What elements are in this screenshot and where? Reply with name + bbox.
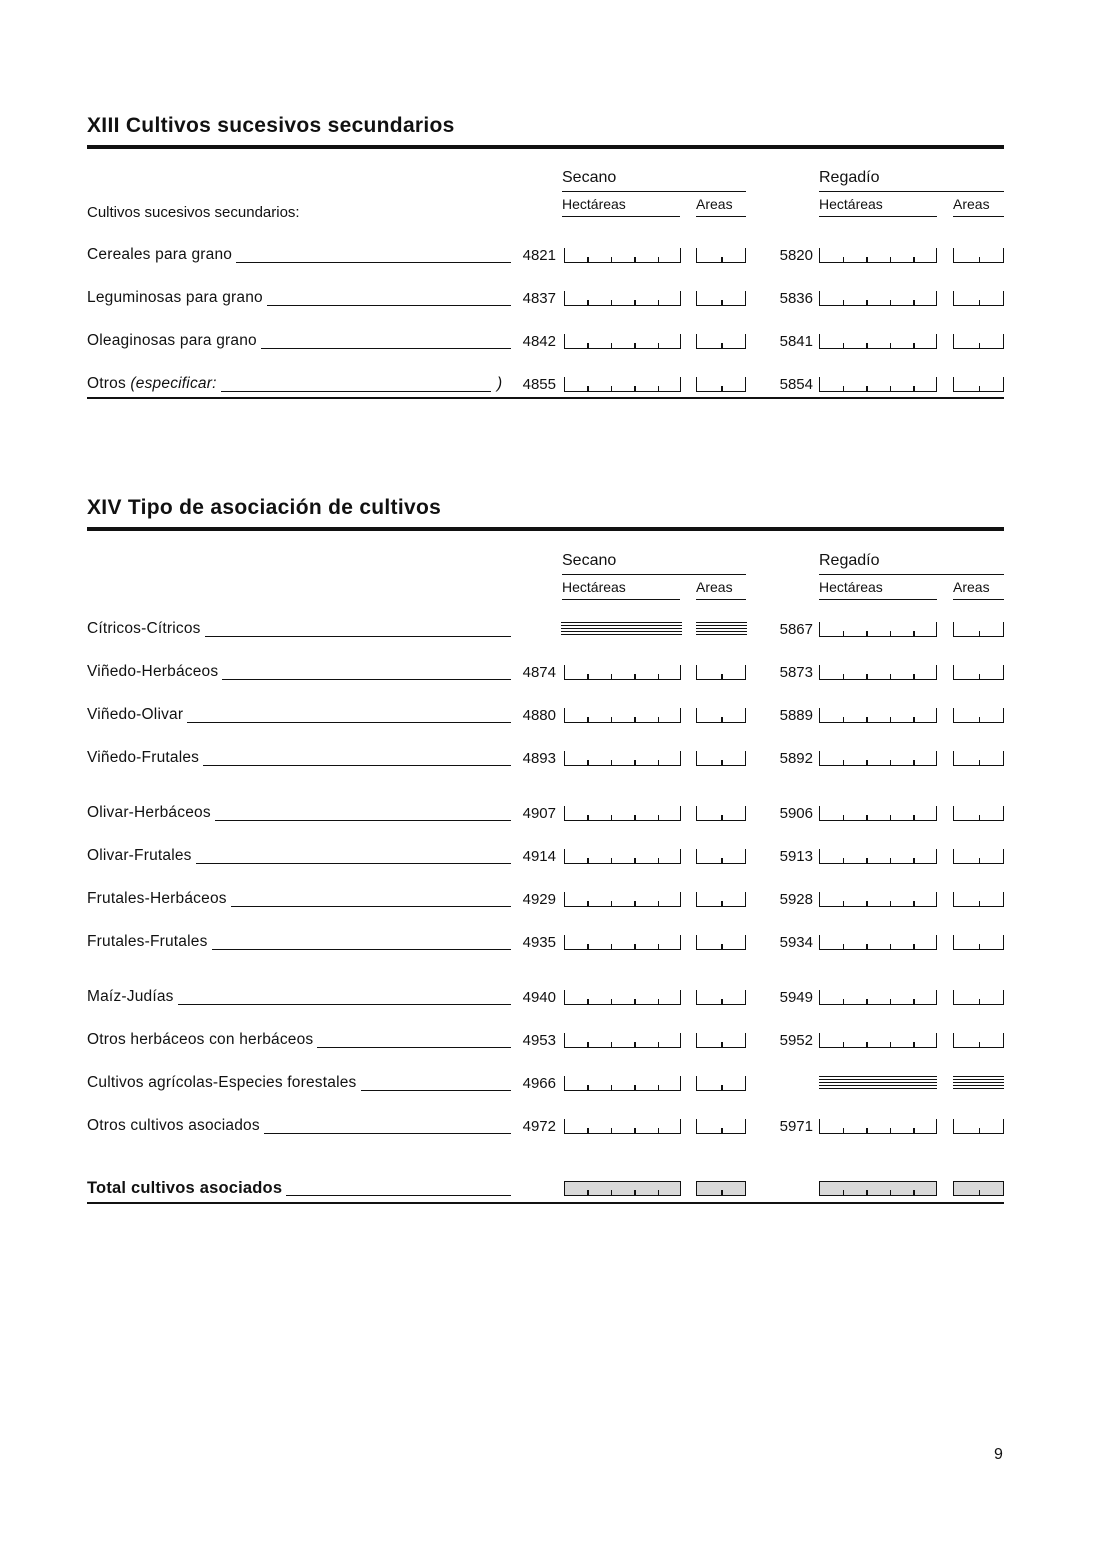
secano-areas-field[interactable] bbox=[696, 935, 746, 950]
regadio-areas-field[interactable] bbox=[953, 622, 1004, 637]
secano-code: 4940 bbox=[522, 989, 556, 1006]
regadio-code: 5841 bbox=[779, 333, 813, 350]
total-regadio-hectareas-field[interactable] bbox=[819, 1181, 937, 1196]
regadio-code: 5971 bbox=[779, 1118, 813, 1135]
regadio-hectareas-field[interactable] bbox=[819, 1033, 937, 1048]
regadio-areas-field[interactable] bbox=[953, 1119, 1004, 1134]
secano-code: 4821 bbox=[522, 247, 556, 264]
form-row bbox=[87, 285, 1004, 315]
page-number: 9 bbox=[994, 1446, 1003, 1463]
secano-hectareas-field[interactable] bbox=[564, 1033, 681, 1048]
row-label: Cultivos agrícolas-Especies forestales bbox=[87, 1074, 357, 1091]
hectareas-secano-heading: Hectáreas bbox=[562, 196, 626, 212]
regadio-hectareas-field[interactable] bbox=[819, 1119, 937, 1134]
regadio-hectareas-field[interactable] bbox=[819, 751, 937, 766]
leader-line bbox=[215, 820, 511, 821]
regadio-heading: Regadío bbox=[819, 552, 880, 569]
row-label: Frutales-Herbáceos bbox=[87, 890, 227, 907]
row-label: Total cultivos asociados bbox=[87, 1179, 283, 1197]
regadio-code: 5820 bbox=[779, 247, 813, 264]
secano-hectareas-field[interactable] bbox=[564, 806, 681, 821]
secano-areas-field[interactable] bbox=[696, 751, 746, 766]
secano-areas-field[interactable] bbox=[696, 377, 746, 392]
regadio-areas-field[interactable] bbox=[953, 849, 1004, 864]
not-applicable-field bbox=[953, 1076, 1004, 1089]
title-rule bbox=[87, 145, 1004, 149]
form-row bbox=[87, 1175, 1004, 1205]
regadio-hectareas-field[interactable] bbox=[819, 708, 937, 723]
leader-line bbox=[361, 1090, 511, 1091]
regadio-areas-field[interactable] bbox=[953, 990, 1004, 1005]
regadio-code: 5952 bbox=[779, 1032, 813, 1049]
secano-areas-field[interactable] bbox=[696, 291, 746, 306]
secano-areas-field[interactable] bbox=[696, 248, 746, 263]
secano-heading: Secano bbox=[562, 552, 617, 569]
section-title: XIV Tipo de asociación de cultivos bbox=[87, 496, 442, 519]
row-label: Viñedo-Herbáceos bbox=[87, 663, 219, 680]
secano-hectareas-field[interactable] bbox=[564, 248, 681, 263]
secano-code: 4935 bbox=[522, 934, 556, 951]
regadio-hectareas-field[interactable] bbox=[819, 935, 937, 950]
regadio-areas-field[interactable] bbox=[953, 334, 1004, 349]
secano-code: 4880 bbox=[522, 707, 556, 724]
form-row bbox=[87, 1027, 1004, 1057]
regadio-code: 5854 bbox=[779, 376, 813, 393]
secano-hectareas-field[interactable] bbox=[564, 1076, 681, 1091]
secano-areas-field[interactable] bbox=[696, 334, 746, 349]
secano-areas-field[interactable] bbox=[696, 1119, 746, 1134]
row-label: Cereales para grano bbox=[87, 246, 233, 263]
regadio-code: 5949 bbox=[779, 989, 813, 1006]
form-row bbox=[87, 929, 1004, 959]
regadio-hectareas-field[interactable] bbox=[819, 990, 937, 1005]
regadio-areas-field[interactable] bbox=[953, 377, 1004, 392]
secano-areas-field[interactable] bbox=[696, 1076, 746, 1091]
column-caption: Cultivos sucesivos secundarios: bbox=[87, 204, 300, 221]
areas-secano-heading: Areas bbox=[696, 196, 733, 212]
total-secano-hectareas-field[interactable] bbox=[564, 1181, 681, 1196]
leader-line bbox=[212, 949, 511, 950]
leader-line bbox=[264, 1133, 511, 1134]
leader-line bbox=[317, 1047, 511, 1048]
secano-areas-field[interactable] bbox=[696, 849, 746, 864]
secano-code: 4837 bbox=[522, 290, 556, 307]
regadio-hectareas-field[interactable] bbox=[819, 806, 937, 821]
regadio-code: 5928 bbox=[779, 891, 813, 908]
secano-areas-field[interactable] bbox=[696, 665, 746, 680]
row-label: Viñedo-Frutales bbox=[87, 749, 200, 766]
form-row bbox=[87, 616, 1004, 646]
form-row bbox=[87, 745, 1004, 775]
form-row bbox=[87, 800, 1004, 830]
leader-line bbox=[205, 636, 511, 637]
row-label: Olivar-Herbáceos bbox=[87, 804, 211, 821]
secano-areas-field[interactable] bbox=[696, 892, 746, 907]
secano-areas-field[interactable] bbox=[696, 1033, 746, 1048]
secano-code: 4929 bbox=[522, 891, 556, 908]
regadio-areas-field[interactable] bbox=[953, 751, 1004, 766]
form-row bbox=[87, 1113, 1004, 1143]
total-regadio-areas-field[interactable] bbox=[953, 1181, 1004, 1196]
form-row bbox=[87, 843, 1004, 873]
total-secano-areas-field[interactable] bbox=[696, 1181, 746, 1196]
regadio-code: 5934 bbox=[779, 934, 813, 951]
row-label: Cítricos-Cítricos bbox=[87, 620, 201, 637]
regadio-code: 5867 bbox=[779, 621, 813, 638]
not-applicable-field bbox=[561, 622, 682, 635]
row-label: Frutales-Frutales bbox=[87, 933, 208, 950]
regadio-areas-field[interactable] bbox=[953, 291, 1004, 306]
regadio-areas-field[interactable] bbox=[953, 935, 1004, 950]
regadio-code: 5892 bbox=[779, 750, 813, 767]
secano-hectareas-field[interactable] bbox=[564, 334, 681, 349]
secano-code: 4855 bbox=[522, 376, 556, 393]
regadio-hectareas-field[interactable] bbox=[819, 334, 937, 349]
regadio-hectareas-field[interactable] bbox=[819, 892, 937, 907]
secano-code: 4842 bbox=[522, 333, 556, 350]
secano-code: 4907 bbox=[522, 805, 556, 822]
leader-line bbox=[178, 1004, 511, 1005]
leader-line bbox=[236, 262, 511, 263]
row-label: Oleaginosas para grano bbox=[87, 332, 257, 349]
leader-line bbox=[196, 863, 511, 864]
secano-hectareas-field[interactable] bbox=[564, 377, 681, 392]
areas-regadio-heading: Areas bbox=[953, 579, 990, 595]
secano-hectareas-field[interactable] bbox=[564, 1119, 681, 1134]
row-label: Viñedo-Olivar bbox=[87, 706, 184, 723]
regadio-hectareas-field[interactable] bbox=[819, 248, 937, 263]
specify-label: (especificar: bbox=[130, 375, 217, 392]
form-row bbox=[87, 328, 1004, 358]
form-row bbox=[87, 702, 1004, 732]
leader-line bbox=[221, 391, 491, 392]
section-title: XIII Cultivos sucesivos secundarios bbox=[87, 114, 455, 137]
secano-hectareas-field[interactable] bbox=[564, 665, 681, 680]
regadio-areas-field[interactable] bbox=[953, 806, 1004, 821]
regadio-areas-field[interactable] bbox=[953, 892, 1004, 907]
secano-hectareas-field[interactable] bbox=[564, 849, 681, 864]
secano-hectareas-field[interactable] bbox=[564, 892, 681, 907]
regadio-hectareas-field[interactable] bbox=[819, 291, 937, 306]
secano-code: 4893 bbox=[522, 750, 556, 767]
form-row bbox=[87, 1070, 1004, 1100]
secano-areas-field[interactable] bbox=[696, 806, 746, 821]
close-paren: ) bbox=[497, 375, 503, 392]
regadio-hectareas-field[interactable] bbox=[819, 377, 937, 392]
hectareas-regadio-heading: Hectáreas bbox=[819, 196, 883, 212]
form-row bbox=[87, 242, 1004, 272]
secano-code: 4874 bbox=[522, 664, 556, 681]
regadio-hectareas-field[interactable] bbox=[819, 665, 937, 680]
areas-regadio-heading: Areas bbox=[953, 196, 990, 212]
regadio-hectareas-field[interactable] bbox=[819, 849, 937, 864]
secano-code: 4914 bbox=[522, 848, 556, 865]
regadio-code: 5873 bbox=[779, 664, 813, 681]
hectareas-secano-heading: Hectáreas bbox=[562, 579, 626, 595]
leader-line bbox=[222, 679, 511, 680]
secano-hectareas-field[interactable] bbox=[564, 708, 681, 723]
row-label: Otros cultivos asociados bbox=[87, 1117, 260, 1134]
regadio-areas-field[interactable] bbox=[953, 708, 1004, 723]
leader-line bbox=[267, 305, 511, 306]
regadio-areas-field[interactable] bbox=[953, 248, 1004, 263]
leader-line bbox=[231, 906, 511, 907]
row-label: Olivar-Frutales bbox=[87, 847, 192, 864]
form-row bbox=[87, 886, 1004, 916]
not-applicable-field bbox=[819, 1076, 937, 1089]
row-label: Maíz-Judías bbox=[87, 988, 174, 1005]
regadio-code: 5889 bbox=[779, 707, 813, 724]
regadio-areas-field[interactable] bbox=[953, 665, 1004, 680]
form-row bbox=[87, 659, 1004, 689]
leader-line bbox=[187, 722, 511, 723]
secano-heading: Secano bbox=[562, 169, 617, 186]
secano-areas-field[interactable] bbox=[696, 708, 746, 723]
secano-areas-field[interactable] bbox=[696, 990, 746, 1005]
secano-hectareas-field[interactable] bbox=[564, 935, 681, 950]
secano-hectareas-field[interactable] bbox=[564, 751, 681, 766]
regadio-code: 5906 bbox=[779, 805, 813, 822]
row-label: Otros herbáceos con herbáceos bbox=[87, 1031, 314, 1048]
secano-code: 4972 bbox=[522, 1118, 556, 1135]
leader-line bbox=[203, 765, 511, 766]
regadio-code: 5836 bbox=[779, 290, 813, 307]
not-applicable-field bbox=[696, 622, 747, 635]
regadio-areas-field[interactable] bbox=[953, 1033, 1004, 1048]
leader-line bbox=[286, 1195, 511, 1196]
regadio-hectareas-field[interactable] bbox=[819, 622, 937, 637]
regadio-code: 5913 bbox=[779, 848, 813, 865]
regadio-heading: Regadío bbox=[819, 169, 880, 186]
row-label: Otros (especificar: bbox=[87, 375, 217, 392]
section-bottom-rule bbox=[87, 397, 1004, 399]
secano-code: 4953 bbox=[522, 1032, 556, 1049]
secano-hectareas-field[interactable] bbox=[564, 291, 681, 306]
areas-secano-heading: Areas bbox=[696, 579, 733, 595]
secano-code: 4966 bbox=[522, 1075, 556, 1092]
row-label: Leguminosas para grano bbox=[87, 289, 263, 306]
title-rule bbox=[87, 527, 1004, 531]
form-row bbox=[87, 984, 1004, 1014]
section-bottom-rule bbox=[87, 1202, 1004, 1204]
leader-line bbox=[261, 348, 511, 349]
hectareas-regadio-heading: Hectáreas bbox=[819, 579, 883, 595]
secano-hectareas-field[interactable] bbox=[564, 990, 681, 1005]
